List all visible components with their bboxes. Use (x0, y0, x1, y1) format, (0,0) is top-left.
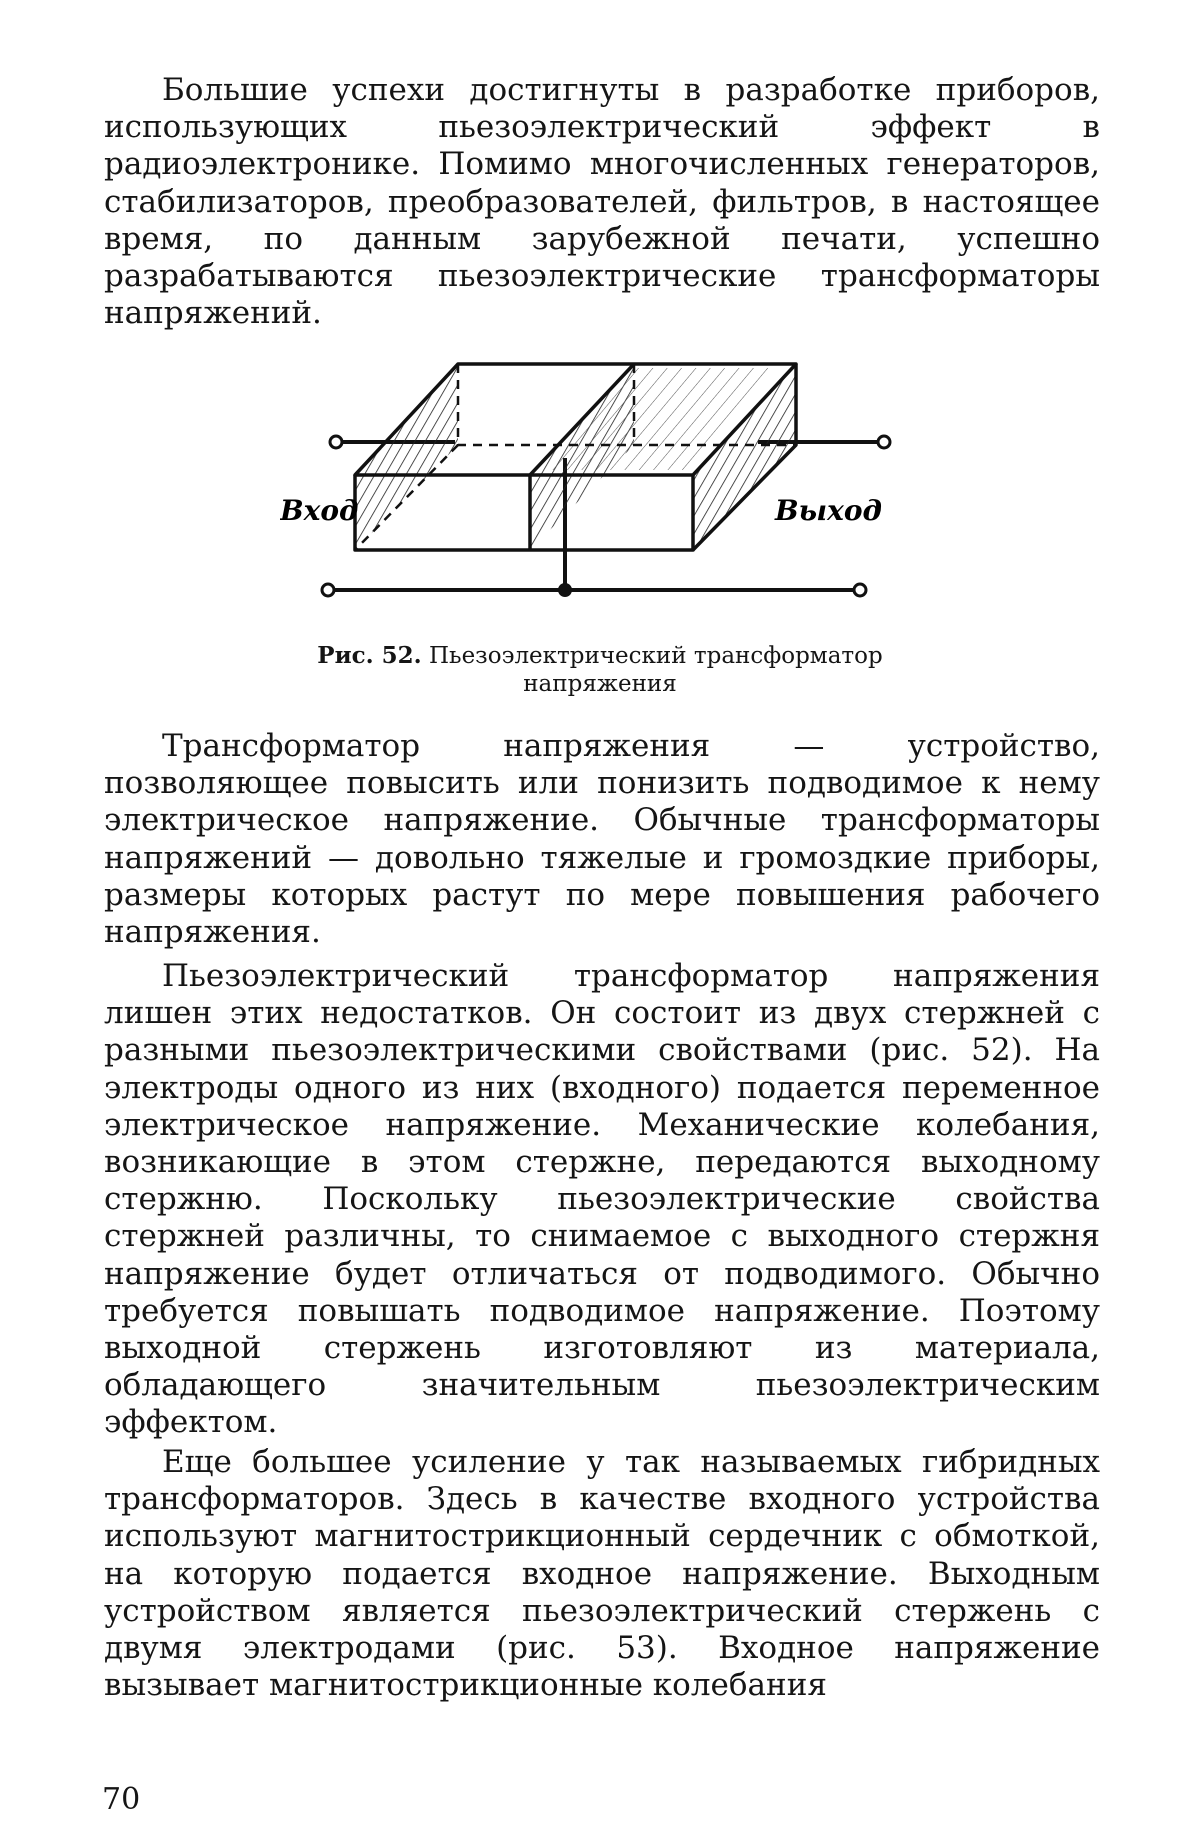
figure-caption (290, 642, 910, 698)
page-number: 70 (102, 1782, 141, 1817)
paragraph-hybrid-transformers: Еще большее усиление у так называемых гибридных трансформаторов. Здесь в качестве входного устройства используют магнитострикционный сердечник с обмоткой, на которую подается входное напряжение. Выходным устройством является пьезоэлектрический стержень с двумя электродами (рис. 53). Входное напряжение вызывает магнитострикционные колебания (104, 1444, 1100, 1704)
output-label: Выход (775, 494, 882, 527)
output-terminal-bottom (854, 584, 866, 596)
input-terminal-top (330, 436, 342, 448)
caption-number: Рис. 52. (317, 642, 422, 669)
input-terminal-bottom (322, 584, 334, 596)
paragraph-piezo-transformer: Пьезоэлектрический трансформатор напряжения лишен этих недостатков. Он состоит из двух стержней с разными пьезоэлектрическими свойствами (рис. 52). На электроды одного из них (входного) подается переменное электрическое напряжение. Механические колебания, возникающие в этом стержне, передаются выходному стержню. Поскольку пьезоэлектрические свойства стержней различны, то снимаемое с выходного стержня напряжение будет отличаться от подводимого. Обычно требуется повышать подводимое напряжение. Поэтому выходной стержень изготовляют из материала, обладающего значительным пьезоэлектрическим эффектом. (104, 958, 1100, 1441)
paragraph-transformer-definition: Трансформатор напряжения — устройство, позволяющее повысить или понизить подводимое к нему электрическое напряжение. Обычные трансформаторы напряжений — довольно тяжелые и громоздкие приборы, размеры которых растут по мере повышения рабочего напряжения. (104, 728, 1100, 951)
paragraph-intro: Большие успехи достигнуты в разработке приборов, использующих пьезоэлектрический эффект в радиоэлектронике. Помимо многочисленных генераторов, стабилизаторов, преобразователей, фильтров, в настоящее время, по данным зарубежной печати, успешно разрабатываются пьезоэлектрические трансформаторы напряжений. (104, 72, 1100, 332)
input-label: Вход (280, 494, 359, 527)
junction-dot (558, 583, 572, 597)
caption-text: Пьезоэлектрический трансформатор напряжения (428, 643, 883, 697)
piezo-block (355, 364, 796, 550)
transformer-diagram (280, 350, 920, 620)
figure-52 (280, 350, 920, 620)
output-terminal-top (878, 436, 890, 448)
